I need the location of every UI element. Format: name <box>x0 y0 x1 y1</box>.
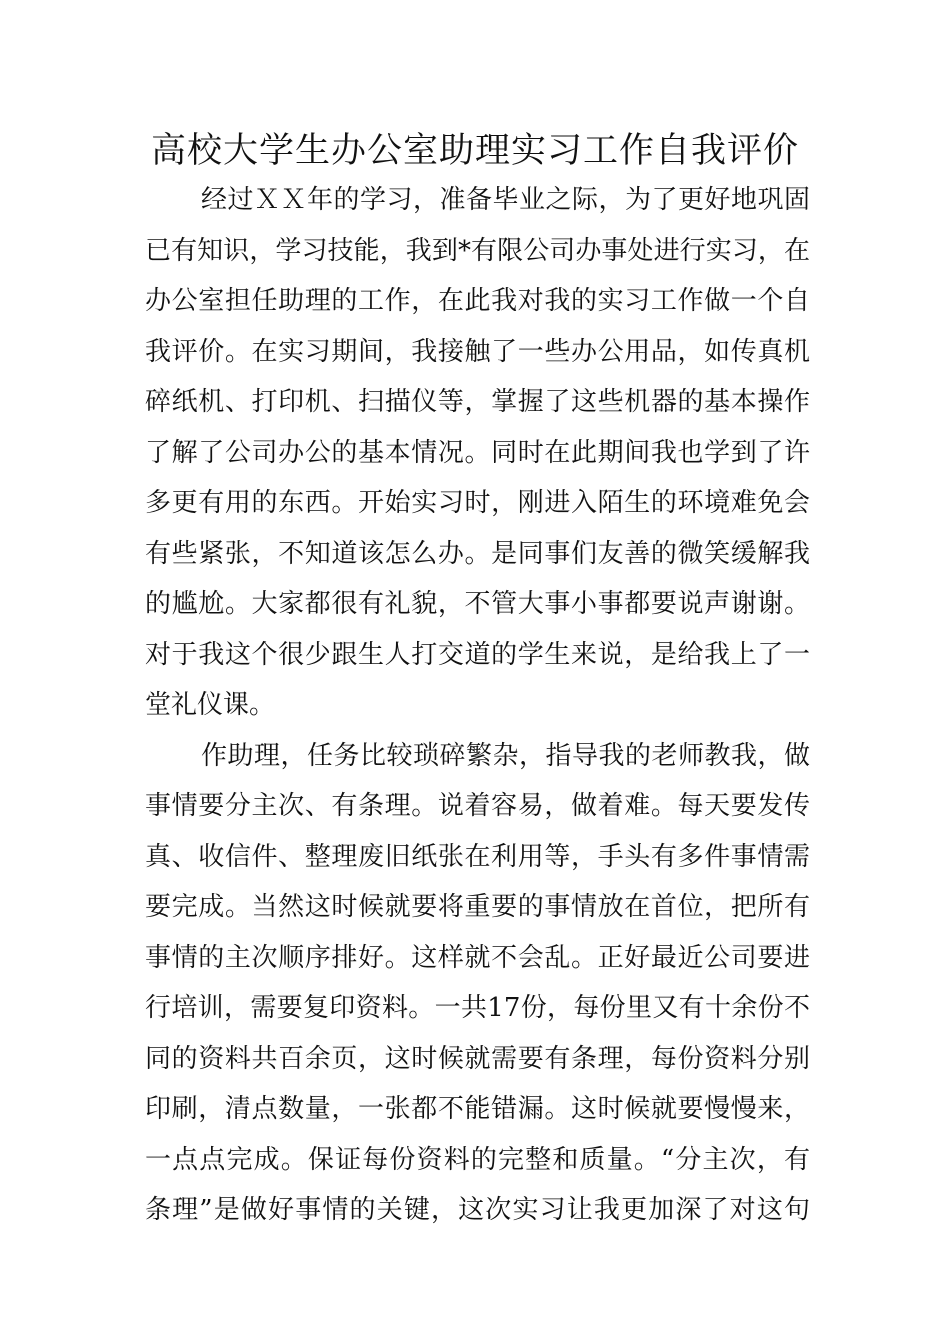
paragraph-line: 经过ＸＸ年的学习，准备毕业之际，为了更好地巩固 <box>201 185 810 215</box>
paragraph-line: 办公室担任助理的工作，在此我对我的实习工作做一个自 <box>145 286 810 316</box>
paragraph-line: 多更有用的东西。开始实习时，刚进入陌生的环境难免会 <box>145 488 810 518</box>
paragraph-line: 事情的主次顺序排好。这样就不会乱。正好最近公司要进 <box>145 942 810 973</box>
paragraph-line: 碎纸机、打印机、扫描仪等，掌握了这些机器的基本操作 <box>145 387 810 417</box>
paragraph-line: 印刷，清点数量，一张都不能错漏。这时候就要慢慢来， <box>145 1094 810 1124</box>
paragraph-line: 有些紧张，不知道该怎么办。是同事们友善的微笑缓解我 <box>145 538 810 569</box>
paragraph-line: 已有知识，学习技能，我到*有限公司办事处进行实习，在 <box>145 235 810 266</box>
paragraph-line: 的尴尬。大家都很有礼貌，不管大事小事都要说声谢谢。 <box>145 589 810 619</box>
document-body <box>145 175 810 1236</box>
paragraph-line: 事情要分主次、有条理。说着容易，做着难。每天要发传 <box>145 791 810 821</box>
paragraph-line: 堂礼仪课。 <box>145 690 276 720</box>
paragraph-line: 要完成。当然这时候就要将重要的事情放在首位，把所有 <box>145 892 810 922</box>
paragraph-line: 一点点完成。保证每份资料的完整和质量。“分主次，有 <box>145 1144 810 1175</box>
paragraph-2 <box>145 731 810 1236</box>
paragraph-line: 了解了公司办公的基本情况。同时在此期间我也学到了许 <box>145 437 810 468</box>
paragraph-line: 作助理，任务比较琐碎繁杂，指导我的老师教我，做 <box>201 740 810 771</box>
paragraph-1 <box>145 175 810 731</box>
paragraph-line: 行培训，需要复印资料。一共17份，每份里又有十余份不 <box>145 993 810 1023</box>
document-title: 高校大学生办公室助理实习工作自我评价 <box>150 131 799 171</box>
paragraph-line: 对于我这个很少跟生人打交道的学生来说，是给我上了一 <box>145 639 810 670</box>
paragraph-line: 同的资料共百余页，这时候就需要有条理，每份资料分别 <box>145 1043 810 1074</box>
paragraph-line: 条理”是做好事情的关键，这次实习让我更加深了对这句 <box>145 1195 810 1225</box>
paragraph-line: 我评价。在实习期间，我接触了一些办公用品，如传真机 <box>145 336 810 367</box>
paragraph-line: 真、收信件、整理废旧纸张在利用等，手头有多件事情需 <box>145 841 810 872</box>
